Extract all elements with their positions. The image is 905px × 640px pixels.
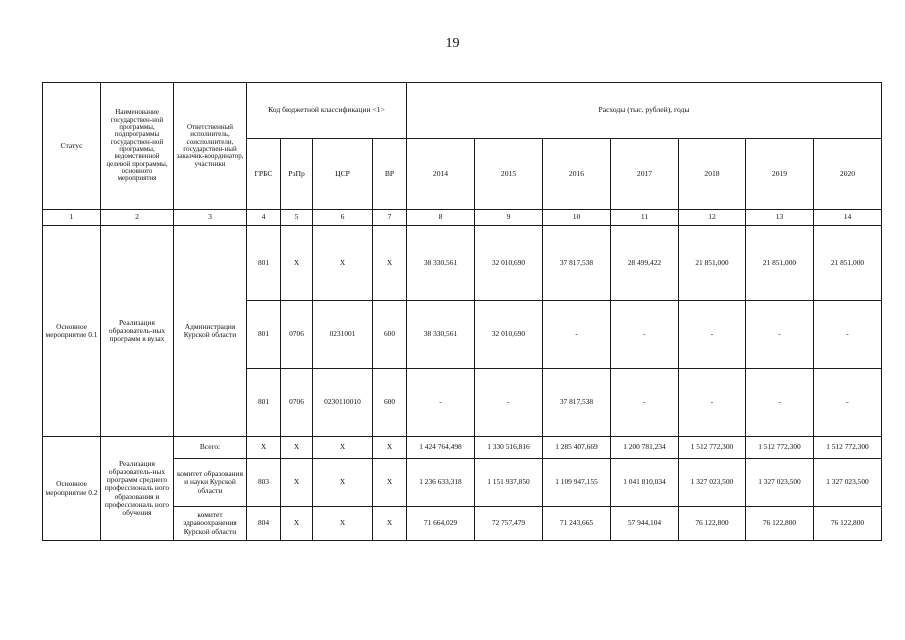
grbs-cell: Х (247, 437, 281, 459)
value-cell: 71 243,665 (543, 507, 611, 541)
header-grbs: ГРБС (247, 139, 281, 210)
column-number: 9 (475, 210, 543, 226)
column-number: 3 (174, 210, 247, 226)
value-cell: 37 817,538 (543, 226, 611, 301)
value-cell: - (679, 301, 746, 369)
value-cell: 57 944,104 (611, 507, 679, 541)
budget-table (42, 82, 882, 541)
value-cell: 32 010,690 (475, 301, 543, 369)
csr-cell: Х (313, 437, 373, 459)
header-year: 2016 (543, 139, 611, 210)
column-number: 1 (43, 210, 101, 226)
name-cell: Реализация образователь-ных программ среднего профессиональ ного образования и профессиональ ного обучения (101, 437, 174, 541)
vr-cell: Х (373, 459, 407, 507)
header-executor: Ответственный исполнитель, соисполнители, государствен-ный заказчик-координатор, участники (174, 83, 247, 210)
header-status: Статус (43, 83, 101, 210)
grbs-cell: 801 (247, 226, 281, 301)
table-row (43, 437, 882, 459)
value-cell: 1 109 947,155 (543, 459, 611, 507)
column-number: 8 (407, 210, 475, 226)
column-number: 14 (814, 210, 882, 226)
rzpr-cell: Х (281, 459, 313, 507)
value-cell: 1 327 023,500 (679, 459, 746, 507)
grbs-cell: 801 (247, 369, 281, 437)
value-cell: 1 512 772,300 (679, 437, 746, 459)
value-cell: 1 327 023,500 (746, 459, 814, 507)
column-number: 11 (611, 210, 679, 226)
value-cell: 1 285 407,669 (543, 437, 611, 459)
value-cell: 21 851,000 (679, 226, 746, 301)
value-cell: 1 512 772,300 (746, 437, 814, 459)
executor-cell: комитет образования и науки Курской области (174, 459, 247, 507)
value-cell: 1 041 810,034 (611, 459, 679, 507)
csr-cell: Х (313, 226, 373, 301)
vr-cell: 600 (373, 301, 407, 369)
csr-cell: 0230110010 (313, 369, 373, 437)
header-year: 2015 (475, 139, 543, 210)
value-cell: - (746, 301, 814, 369)
rzpr-cell: Х (281, 507, 313, 541)
value-cell: - (746, 369, 814, 437)
header-vr: ВР (373, 139, 407, 210)
header-year: 2017 (611, 139, 679, 210)
value-cell: 28 499,422 (611, 226, 679, 301)
csr-cell: Х (313, 459, 373, 507)
page-number: 19 (445, 36, 460, 51)
value-cell: 1 151 937,850 (475, 459, 543, 507)
rzpr-cell: Х (281, 437, 313, 459)
header-year: 2014 (407, 139, 475, 210)
value-cell: 38 330,561 (407, 226, 475, 301)
header-budget-code: Код бюджетной классификации <1> (247, 83, 407, 139)
header-rzpr: РзПр (281, 139, 313, 210)
value-cell: 21 851,000 (746, 226, 814, 301)
column-number: 12 (679, 210, 746, 226)
value-cell: 37 817,538 (543, 369, 611, 437)
column-number: 10 (543, 210, 611, 226)
value-cell: - (611, 369, 679, 437)
vr-cell: 600 (373, 369, 407, 437)
grbs-cell: 803 (247, 459, 281, 507)
value-cell: 76 122,800 (814, 507, 882, 541)
value-cell: - (679, 369, 746, 437)
column-numbers-row (43, 210, 882, 226)
value-cell: - (611, 301, 679, 369)
value-cell: 38 330,561 (407, 301, 475, 369)
value-cell: - (814, 369, 882, 437)
executor-cell: комитет здравоохранения Курской области (174, 507, 247, 541)
header-year: 2018 (679, 139, 746, 210)
csr-cell: 0231001 (313, 301, 373, 369)
value-cell: 1 200 781,234 (611, 437, 679, 459)
rzpr-cell: 0706 (281, 301, 313, 369)
column-number: 5 (281, 210, 313, 226)
value-cell: - (407, 369, 475, 437)
table-row (43, 226, 882, 301)
header-row-1 (43, 83, 882, 139)
value-cell: 1 424 764,498 (407, 437, 475, 459)
status-cell: Основное мероприятие 0.1 (43, 226, 101, 437)
value-cell: 1 236 633,318 (407, 459, 475, 507)
header-expenses: Расходы (тыс. рублей), годы (407, 83, 882, 139)
value-cell: 71 664,029 (407, 507, 475, 541)
header-year: 2019 (746, 139, 814, 210)
vr-cell: Х (373, 437, 407, 459)
value-cell: 76 122,800 (679, 507, 746, 541)
rzpr-cell: 0706 (281, 369, 313, 437)
value-cell: 76 122,800 (746, 507, 814, 541)
vr-cell: Х (373, 226, 407, 301)
value-cell: - (475, 369, 543, 437)
name-cell: Реализация образователь-ных программ в вузах (101, 226, 174, 437)
value-cell: 32 010,690 (475, 226, 543, 301)
header-csr: ЦСР (313, 139, 373, 210)
value-cell: - (543, 301, 611, 369)
value-cell: - (814, 301, 882, 369)
grbs-cell: 804 (247, 507, 281, 541)
column-number: 13 (746, 210, 814, 226)
value-cell: 1 330 516,816 (475, 437, 543, 459)
column-number: 6 (313, 210, 373, 226)
value-cell: 1 327 023,500 (814, 459, 882, 507)
header-name: Наименование государствен-ной программы, подпрограммы государствен-ной программы, ведомственной целевой программы, основного мероприятия (101, 83, 174, 210)
column-number: 4 (247, 210, 281, 226)
column-number: 7 (373, 210, 407, 226)
vr-cell: Х (373, 507, 407, 541)
executor-cell: Всего: (174, 437, 247, 459)
value-cell: 21 851,000 (814, 226, 882, 301)
executor-cell: Администрация Курской области (174, 226, 247, 437)
value-cell: 72 757,479 (475, 507, 543, 541)
status-cell: Основное мероприятие 0.2 (43, 437, 101, 541)
csr-cell: Х (313, 507, 373, 541)
rzpr-cell: Х (281, 226, 313, 301)
column-number: 2 (101, 210, 174, 226)
grbs-cell: 801 (247, 301, 281, 369)
value-cell: 1 512 772,300 (814, 437, 882, 459)
header-year: 2020 (814, 139, 882, 210)
